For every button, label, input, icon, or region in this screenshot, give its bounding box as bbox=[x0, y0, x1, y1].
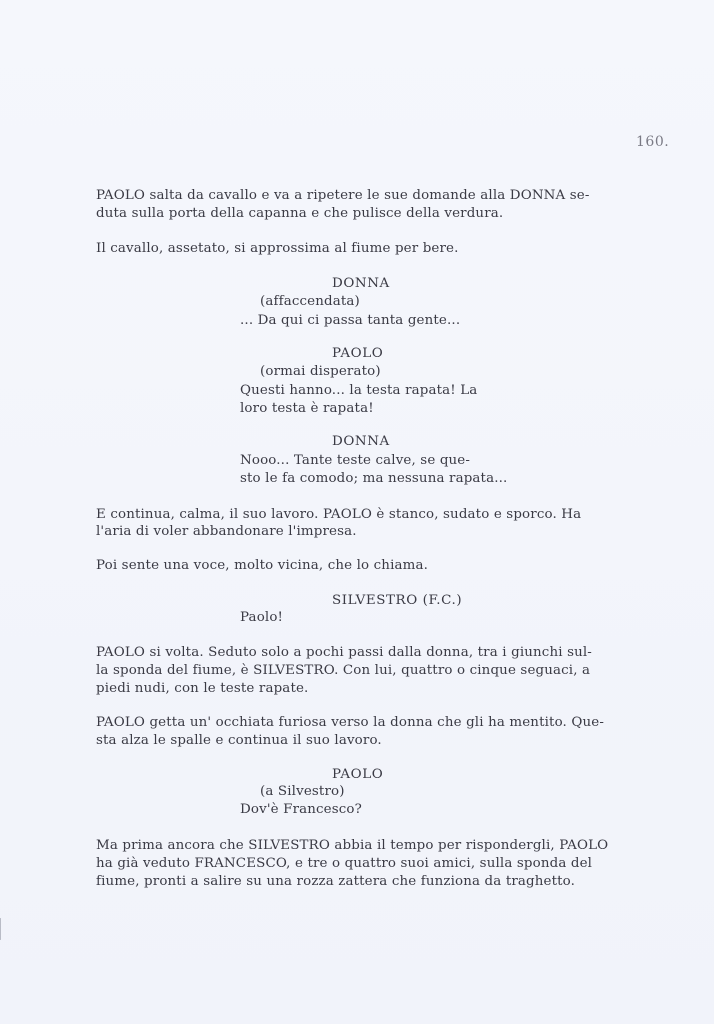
action-line: PAOLO salta da cavallo e va a ripetere le sue domande alla DONNA se- bbox=[96, 188, 590, 203]
action-line: Il cavallo, assetato, si approssima al fiume per bere. bbox=[96, 241, 459, 256]
action-line: duta sulla porta della capanna e che pulisce della verdura. bbox=[96, 206, 504, 221]
character-cue: DONNA bbox=[332, 434, 390, 449]
action-line: l'aria di voler abbandonare l'impresa. bbox=[96, 524, 357, 539]
action-line: PAOLO getta un' occhiata furiosa verso la donna che gli ha mentito. Que- bbox=[96, 715, 605, 730]
parenthetical: (affaccendata) bbox=[260, 294, 360, 309]
dialogue-line: Paolo! bbox=[240, 610, 284, 625]
action-line: E continua, calma, il suo lavoro. PAOLO è stanco, sudato e sporco. Ha bbox=[96, 507, 582, 522]
dialogue-line: Nooo... Tante teste calve, se que- bbox=[240, 453, 471, 468]
dialogue-line: Dov'è Francesco? bbox=[240, 802, 362, 817]
character-cue: PAOLO bbox=[332, 767, 384, 782]
action-line: la sponda del fiume, è SILVESTRO. Con lui, quattro o cinque seguaci, a bbox=[96, 663, 591, 678]
binding-mark bbox=[0, 918, 4, 940]
action-line: ha già veduto FRANCESCO, e tre o quattro suoi amici, sulla sponda del bbox=[96, 856, 593, 871]
action-line: PAOLO si volta. Seduto solo a pochi passi dalla donna, tra i giunchi sul- bbox=[96, 645, 592, 660]
character-cue: PAOLO bbox=[332, 346, 384, 361]
character-cue: SILVESTRO (F.C.) bbox=[332, 593, 463, 608]
action-line: Ma prima ancora che SILVESTRO abbia il tempo per rispondergli, PAOLO bbox=[96, 838, 609, 853]
dialogue-line: Questi hanno... la testa rapata! La bbox=[240, 383, 478, 398]
parenthetical: (a Silvestro) bbox=[260, 784, 345, 799]
dialogue-line: sto le fa comodo; ma nessuna rapata... bbox=[240, 471, 508, 486]
dialogue-line: ... Da qui ci passa tanta gente... bbox=[240, 313, 461, 328]
action-line: Poi sente una voce, molto vicina, che lo chiama. bbox=[96, 558, 429, 573]
action-line: fiume, pronti a salire su una rozza zattera che funziona da traghetto. bbox=[96, 874, 576, 889]
dialogue-line: loro testa è rapata! bbox=[240, 401, 374, 416]
action-line: piedi nudi, con le teste rapate. bbox=[96, 681, 309, 696]
page-number: 160. bbox=[636, 134, 670, 150]
character-cue: DONNA bbox=[332, 276, 390, 291]
action-line: sta alza le spalle e continua il suo lavoro. bbox=[96, 733, 382, 748]
parenthetical: (ormai disperato) bbox=[260, 364, 381, 379]
